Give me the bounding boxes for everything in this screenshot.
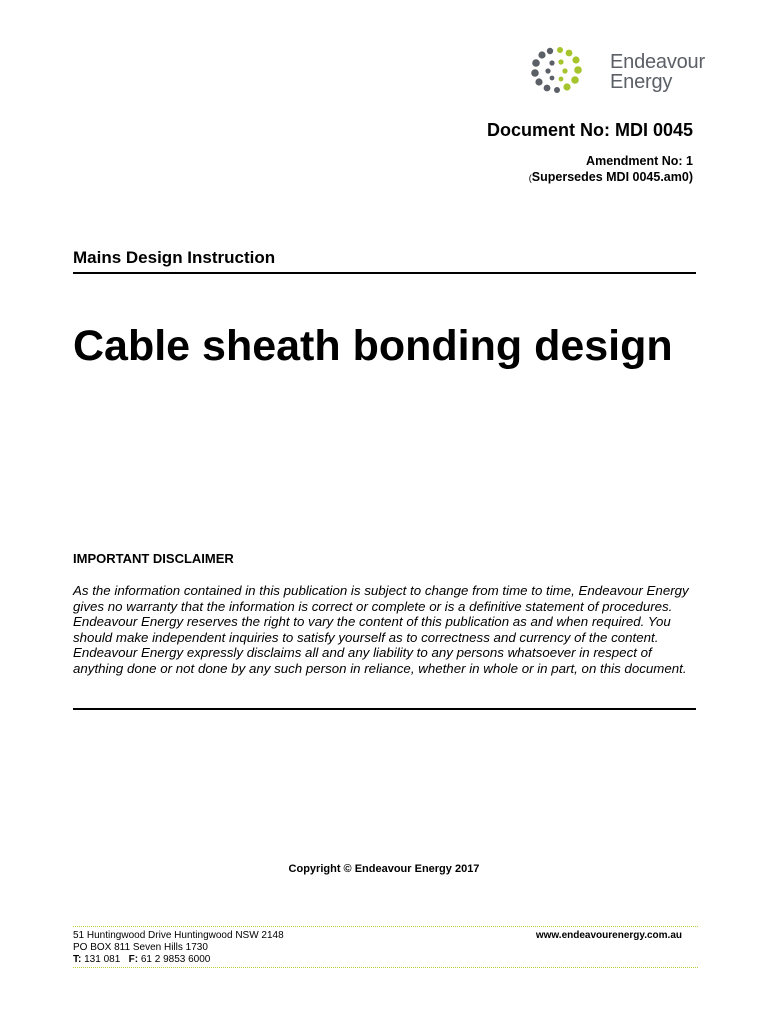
footer-address <box>73 930 284 966</box>
website-link[interactable]: www.endeavourenergy.com.au <box>535 930 682 941</box>
phone-value: 131 081 <box>81 954 121 965</box>
copyright-notice: Copyright © Endeavour Energy 2017 <box>288 863 480 875</box>
amendment-number: Amendment No: 1 <box>586 154 693 168</box>
disclaimer-rule <box>73 708 696 710</box>
endeavour-energy-logo <box>528 44 718 96</box>
phone-fax-line <box>73 954 284 966</box>
dot-ring-icon <box>528 44 604 96</box>
disclaimer-heading: IMPORTANT DISCLAIMER <box>73 551 234 566</box>
document-number: Document No: MDI 0045 <box>486 120 693 140</box>
fax-label: F: <box>128 954 139 965</box>
footer-top-divider <box>73 926 698 927</box>
logo-wordmark-line1: Endeavour <box>610 51 705 73</box>
logo-wordmark-line2: Energy <box>610 71 673 93</box>
header-rule <box>73 272 696 274</box>
supersedes-note <box>529 170 693 184</box>
document-title: Cable sheath bonding design <box>73 322 673 370</box>
disclaimer-body: As the information contained in this publication is subject to change from time to time, Endeavour Energy gives no warranty that the information is correct or complete or is a definitive statement of procedures. Endeavour Energy reserves the right to vary the content of this publication as and when required. You should make independent inquiries to satisfy yourself as to correctness and currency of the content. Endeavour Energy expressly disclaims all and any liability to any persons whatsoever in respect of anything done or not done by any such person in reliance, whether in whole or in part, on this document. <box>73 583 689 676</box>
address-line-1: 51 Huntingwood Drive Huntingwood NSW 2148 <box>73 930 284 941</box>
address-line-2: PO BOX 811 Seven Hills 1730 <box>73 942 208 953</box>
fax-value: 61 2 9853 6000 <box>138 954 211 965</box>
footer-bottom-divider <box>73 967 698 968</box>
section-label: Mains Design Instruction <box>73 248 276 267</box>
phone-label: T: <box>73 954 82 965</box>
supersedes-paren: ( <box>528 173 532 183</box>
supersedes-text: Supersedes MDI 0045.am0) <box>531 170 693 184</box>
